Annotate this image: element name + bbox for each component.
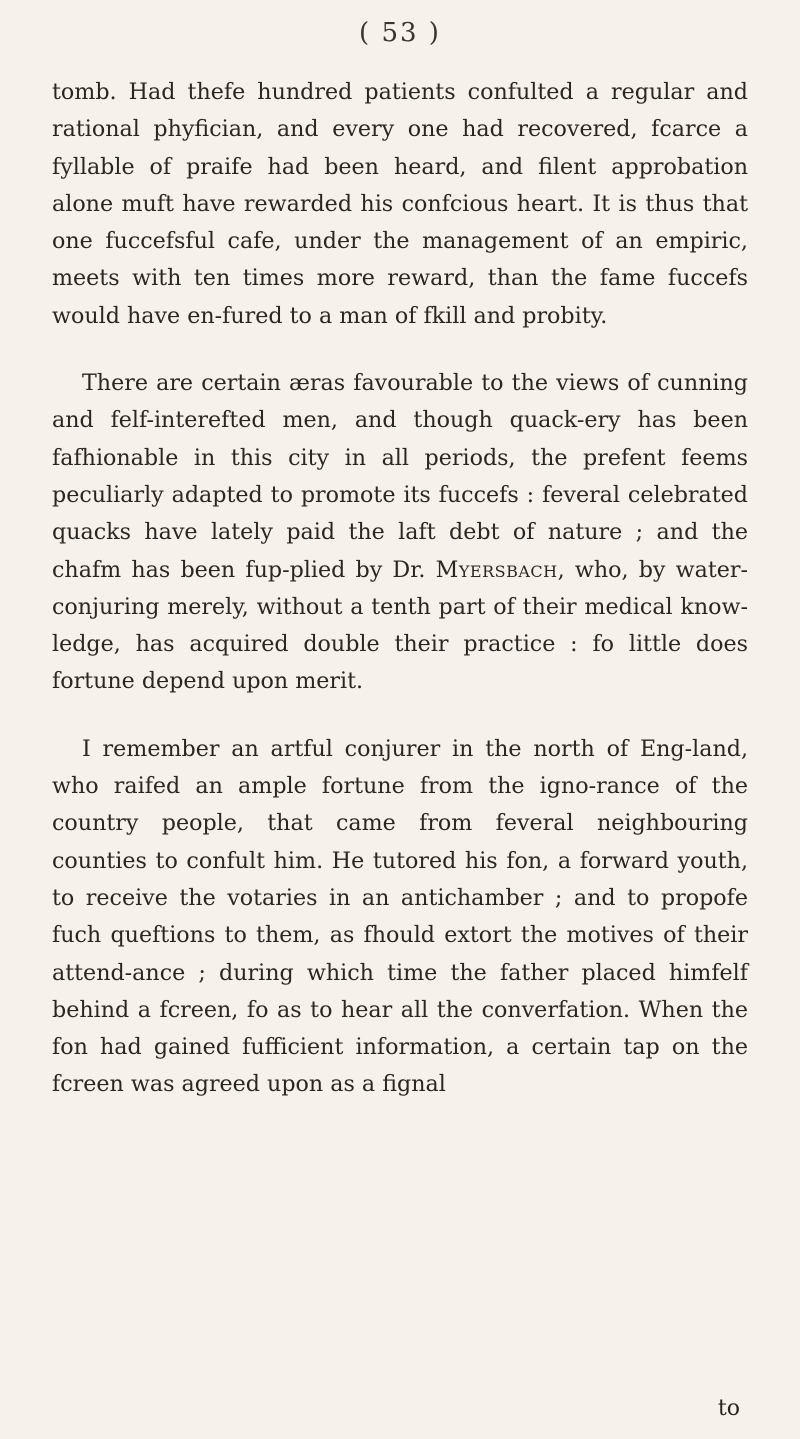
- proper-name-myersbach: Myersbach: [435, 556, 558, 583]
- catchword: to: [717, 1396, 740, 1421]
- paragraph-2: [52, 365, 748, 701]
- page-number: ( 53 ): [359, 18, 441, 48]
- paragraph-3: I remember an artful conjurer in the north of Eng-land, who raifed an ample fortune from the igno-rance of the country people, that came from feveral neighbouring counties to confult him. He tutored his fon, a forward youth, to receive the votaries in an antichamber ; and to propofe fuch queftions to them, as fhould extort the motives of their attend-ance ; during which time the father placed himfelf behind a fcreen, fo as to hear all the converfation. When the fon had gained fufficient information, a certain tap on the fcreen was agreed upon as a fignal: [52, 735, 748, 1098]
- paragraph-1: tomb. Had thefe hundred patients confulted a regular and rational phyfician, and every one had recovered, fcarce a fyllable of praife had been heard, and filent approbation alone muft have rewarded his confcious heart. It is thus that one fuccefsful cafe, under the management of an empiric, meets with ten times more reward, than the fame fuccefs would have en-fured to a man of fkill and probity.: [52, 79, 748, 329]
- body-text: [52, 74, 748, 1104]
- paragraph-2-text-after: , who, by water-conjuring merely, without a tenth part of their medical know-ledge, has acquired double their practice : fo little does fortune depend upon merit.: [52, 556, 748, 695]
- paragraph-2-text-before: There are certain æras favourable to the views of cunning and felf-interefted men, and though quack-ery has been fafhionable in this city in all periods, the prefent feems peculiarly adapted to promote its fuccefs : feveral celebrated quacks have lately paid the laft debt of nature ; and the chafm has been fup-plied by Dr.: [52, 370, 748, 583]
